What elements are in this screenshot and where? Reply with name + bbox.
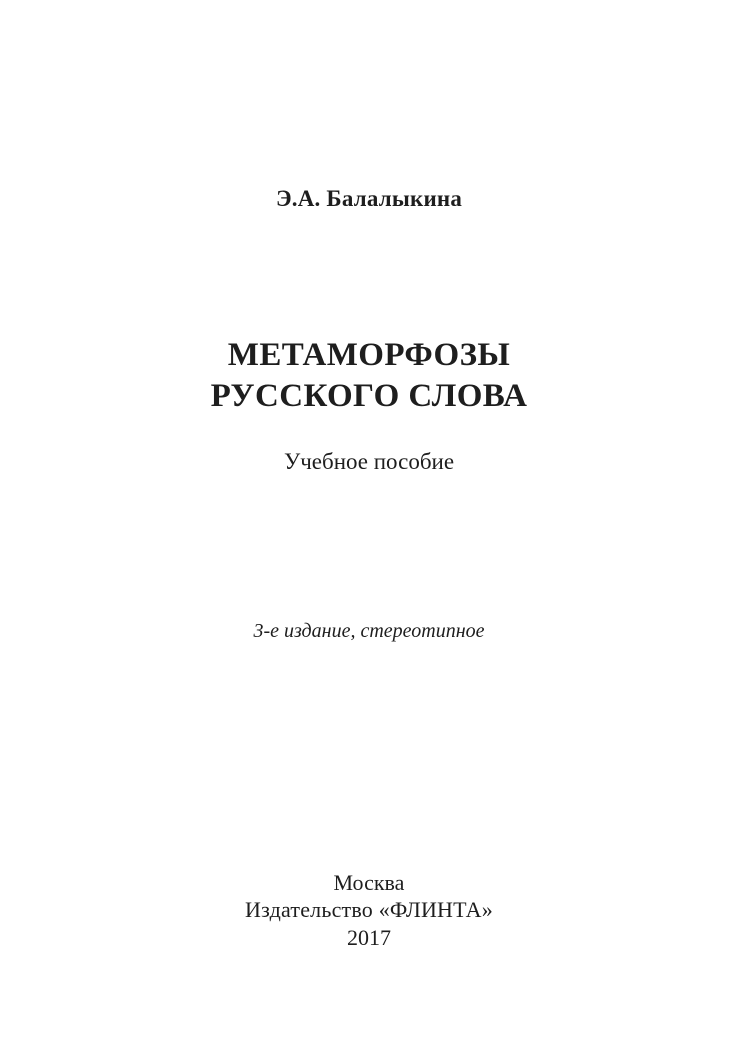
book-subtitle: Учебное пособие <box>283 449 455 474</box>
book-title-line-2: РУССКОГО СЛОВА <box>210 378 528 414</box>
edition-note: 3-е издание, стереотипное <box>253 620 485 642</box>
author-name: Э.А. Балалыкина <box>275 186 463 211</box>
book-title-line-1: МЕТАМОРФОЗЫ <box>227 337 511 373</box>
imprint-city: Москва <box>333 870 405 895</box>
imprint-publisher: Издательство «ФЛИНТА» <box>245 897 493 922</box>
imprint-year: 2017 <box>347 925 391 950</box>
